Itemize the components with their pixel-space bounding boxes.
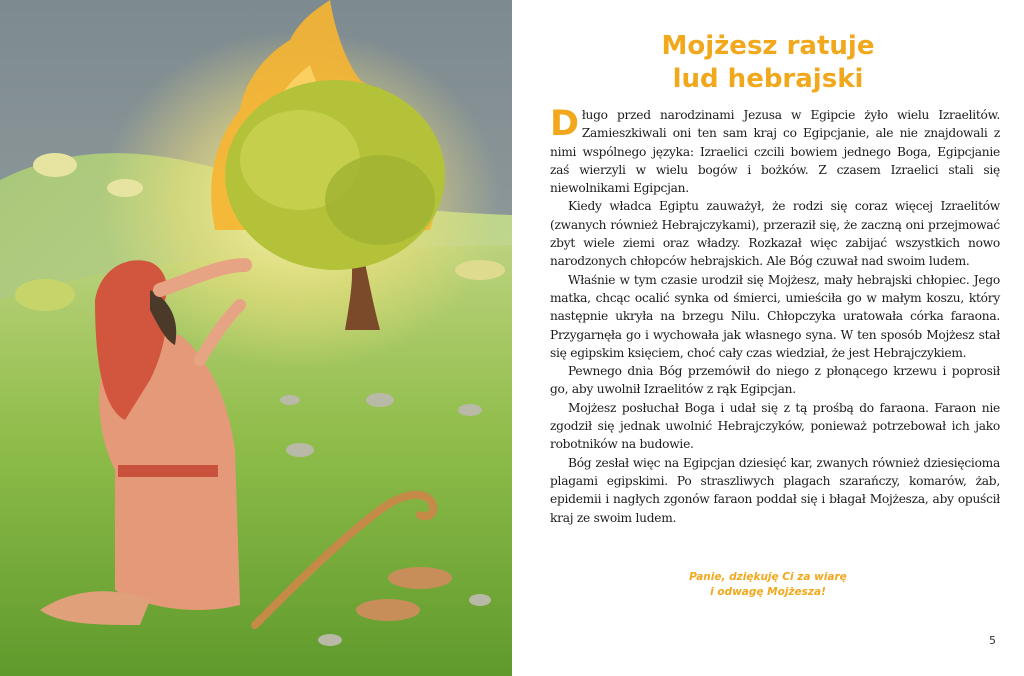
sandal — [388, 567, 452, 589]
shrub — [33, 153, 77, 177]
paragraph — [550, 106, 1000, 197]
paragraph: Kiedy władca Egiptu zauważył, że rodzi się coraz więcej Izraelitów (zwanych również Hebrajczykami), przeraził się, że zaczną oni przejmować zbyt wiele ziemi oraz władzy. Rozkazał więc zabijać wszystkich nowo narodzonych chłopców hebrajskich. Ale Bóg czuwał nad swoim ludem. — [550, 199, 1000, 269]
page-title — [512, 30, 1024, 96]
paragraph: Pewnego dnia Bóg przemówił do niego z płonącego krzewu i poprosił go, aby uwolnił Izraelitów z rąk Egipcjan. — [550, 364, 1000, 397]
title-line-2: lud hebrajski — [672, 64, 864, 94]
paragraph: Mojżesz posłuchał Boga i udał się z tą prośbą do faraona. Faraon nie zgodził się jednak uwolnić Hebrajczyków, ponieważ potrzebował ich jako robotników na budowie. — [550, 400, 1000, 452]
sandal — [356, 599, 420, 621]
stone — [458, 404, 482, 416]
belt — [118, 465, 218, 477]
drop-cap: D — [550, 104, 579, 144]
page-number: 5 — [989, 634, 996, 647]
stone — [318, 634, 342, 646]
stone — [366, 393, 394, 407]
paragraph: Właśnie w tym czasie urodził się Mojżesz, mały hebrajski chłopiec. Jego matka, chcąc ocalić synka od śmierci, umieściła go w małym koszu, który następnie ukryła na brzegu Nilu. Chłopczyka uratowała córka faraona. Przygarnęła go i wychowała jak własnego syna. W ten sposób Mojżesz stał się egipskim księciem, choć cały czas wiedział, że jest Hebrajczykiem. — [550, 272, 1000, 360]
text-page — [512, 0, 1024, 676]
shrub — [455, 260, 505, 280]
shrub — [107, 179, 143, 197]
prayer-line-1: Panie, dziękuję Ci za wiarę — [689, 571, 847, 583]
prayer-line-2: i odwagę Mojżesza! — [710, 586, 826, 598]
stone — [469, 594, 491, 606]
title-line-1: Mojżesz ratuje — [661, 31, 875, 61]
paragraph: Bóg zesłał więc na Egipcjan dziesięć kar, zwanych również dziesięcioma plagami egipskimi. Po straszliwych plagach szarańczy, komarów, żab, epidemii i nagłych zgonów faraon poddał się i błagał Mojżesza, aby opuścił kraj ze swoim ludem. — [550, 455, 1000, 525]
bush-foliage-dark — [325, 155, 435, 245]
prayer — [512, 570, 1024, 600]
stone — [286, 443, 314, 457]
paragraph-text: ługo przed narodzinami Jezusa w Egipcie żyło wielu Izraelitów. Zamieszkiwali oni ten sam kraj co Egipcjanie, ale nie znajdowali z nimi wspólnego języka: Izraelici czcili bowiem jednego Boga, Egipcjanie zaś wierzyli w wielu bogów i bożków. Z czasem Izraelici stali się niewolnikami Egipcjan. — [550, 108, 1000, 196]
stone — [280, 395, 300, 405]
shrub — [15, 279, 75, 311]
story-text — [550, 106, 1000, 527]
